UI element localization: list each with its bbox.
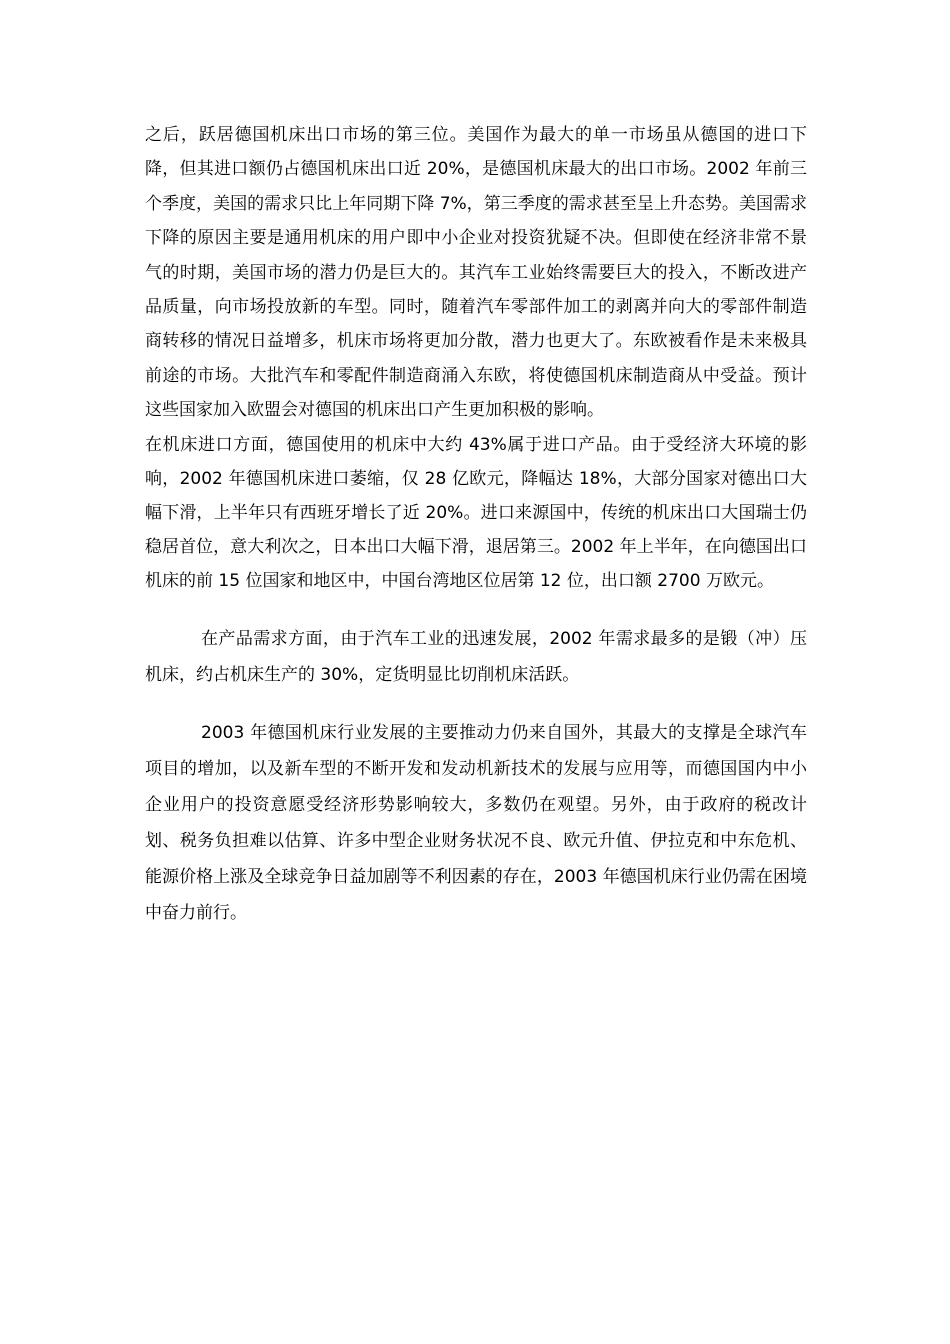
paragraph-imports: 在机床进口方面，德国使用的机床中大约 43%属于进口产品。由于受经济大环境的影响，2002 年德国机床进口萎缩，仅 28 亿欧元，降幅达 18%，大部分国家对德出口大幅下滑，上半年只有西班牙增长了近 20%。进口来源国中，传统的机床出口大国瑞士仍稳居首位，意大利次之，日本出口大幅下滑，退居第三。2002 年上半年，在向德国出口机床的前 15 位国家和地区中，中国台湾地区位居第 12 位，出口额 2700 万欧元。 (145, 434, 807, 592)
paragraph-product-demand: 在产品需求方面，由于汽车工业的迅速发展，2002 年需求最多的是锻（冲）压机床，约占机床生产的 30%，定货明显比切削机床活跃。 (145, 628, 807, 685)
document-body (145, 118, 807, 931)
paragraph-export-market: 之后，跃居德国机床出口市场的第三位。美国作为最大的单一市场虽从德国的进口下降，但其进口额仍占德国机床出口近 20%，是德国机床最大的出口市场。2002 年前三个季度，美国的需求只比上年同期下降 7%，第三季度的需求甚至呈上升态势。美国需求下降的原因主要是通用机床的用户即中小企业对投资犹疑不决。但即使在经济非常不景气的时期，美国市场的潜力仍是巨大的。其汽车工业始终需要巨大的投入，不断改进产品质量，向市场投放新的车型。同时，随着汽车零部件加工的剥离并向大的零部件制造商转移的情况日益增多，机床市场将更加分散，潜力也更大了。东欧被看作是未来极具前途的市场。大批汽车和零配件制造商涌入东欧，将使德国机床制造商从中受益。预计这些国家加入欧盟会对德国的机床出口产生更加积极的影响。 (145, 125, 807, 421)
paragraph-outlook-2003: 2003 年德国机床行业发展的主要推动力仍来自国外，其最大的支撑是全球汽车项目的增加，以及新车型的不断开发和发动机新技术的发展与应用等，而德国国内中小企业用户的投资意愿受经济形势影响较大，多数仍在观望。另外，由于政府的税改计划、税务负担难以估算、许多中型企业财务状况不良、欧元升值、伊拉克和中东危机、能源价格上涨及全球竞争日益加剧等不利因素的存在，2003 年德国机床行业仍需在困境中奋力前行。 (145, 722, 807, 923)
